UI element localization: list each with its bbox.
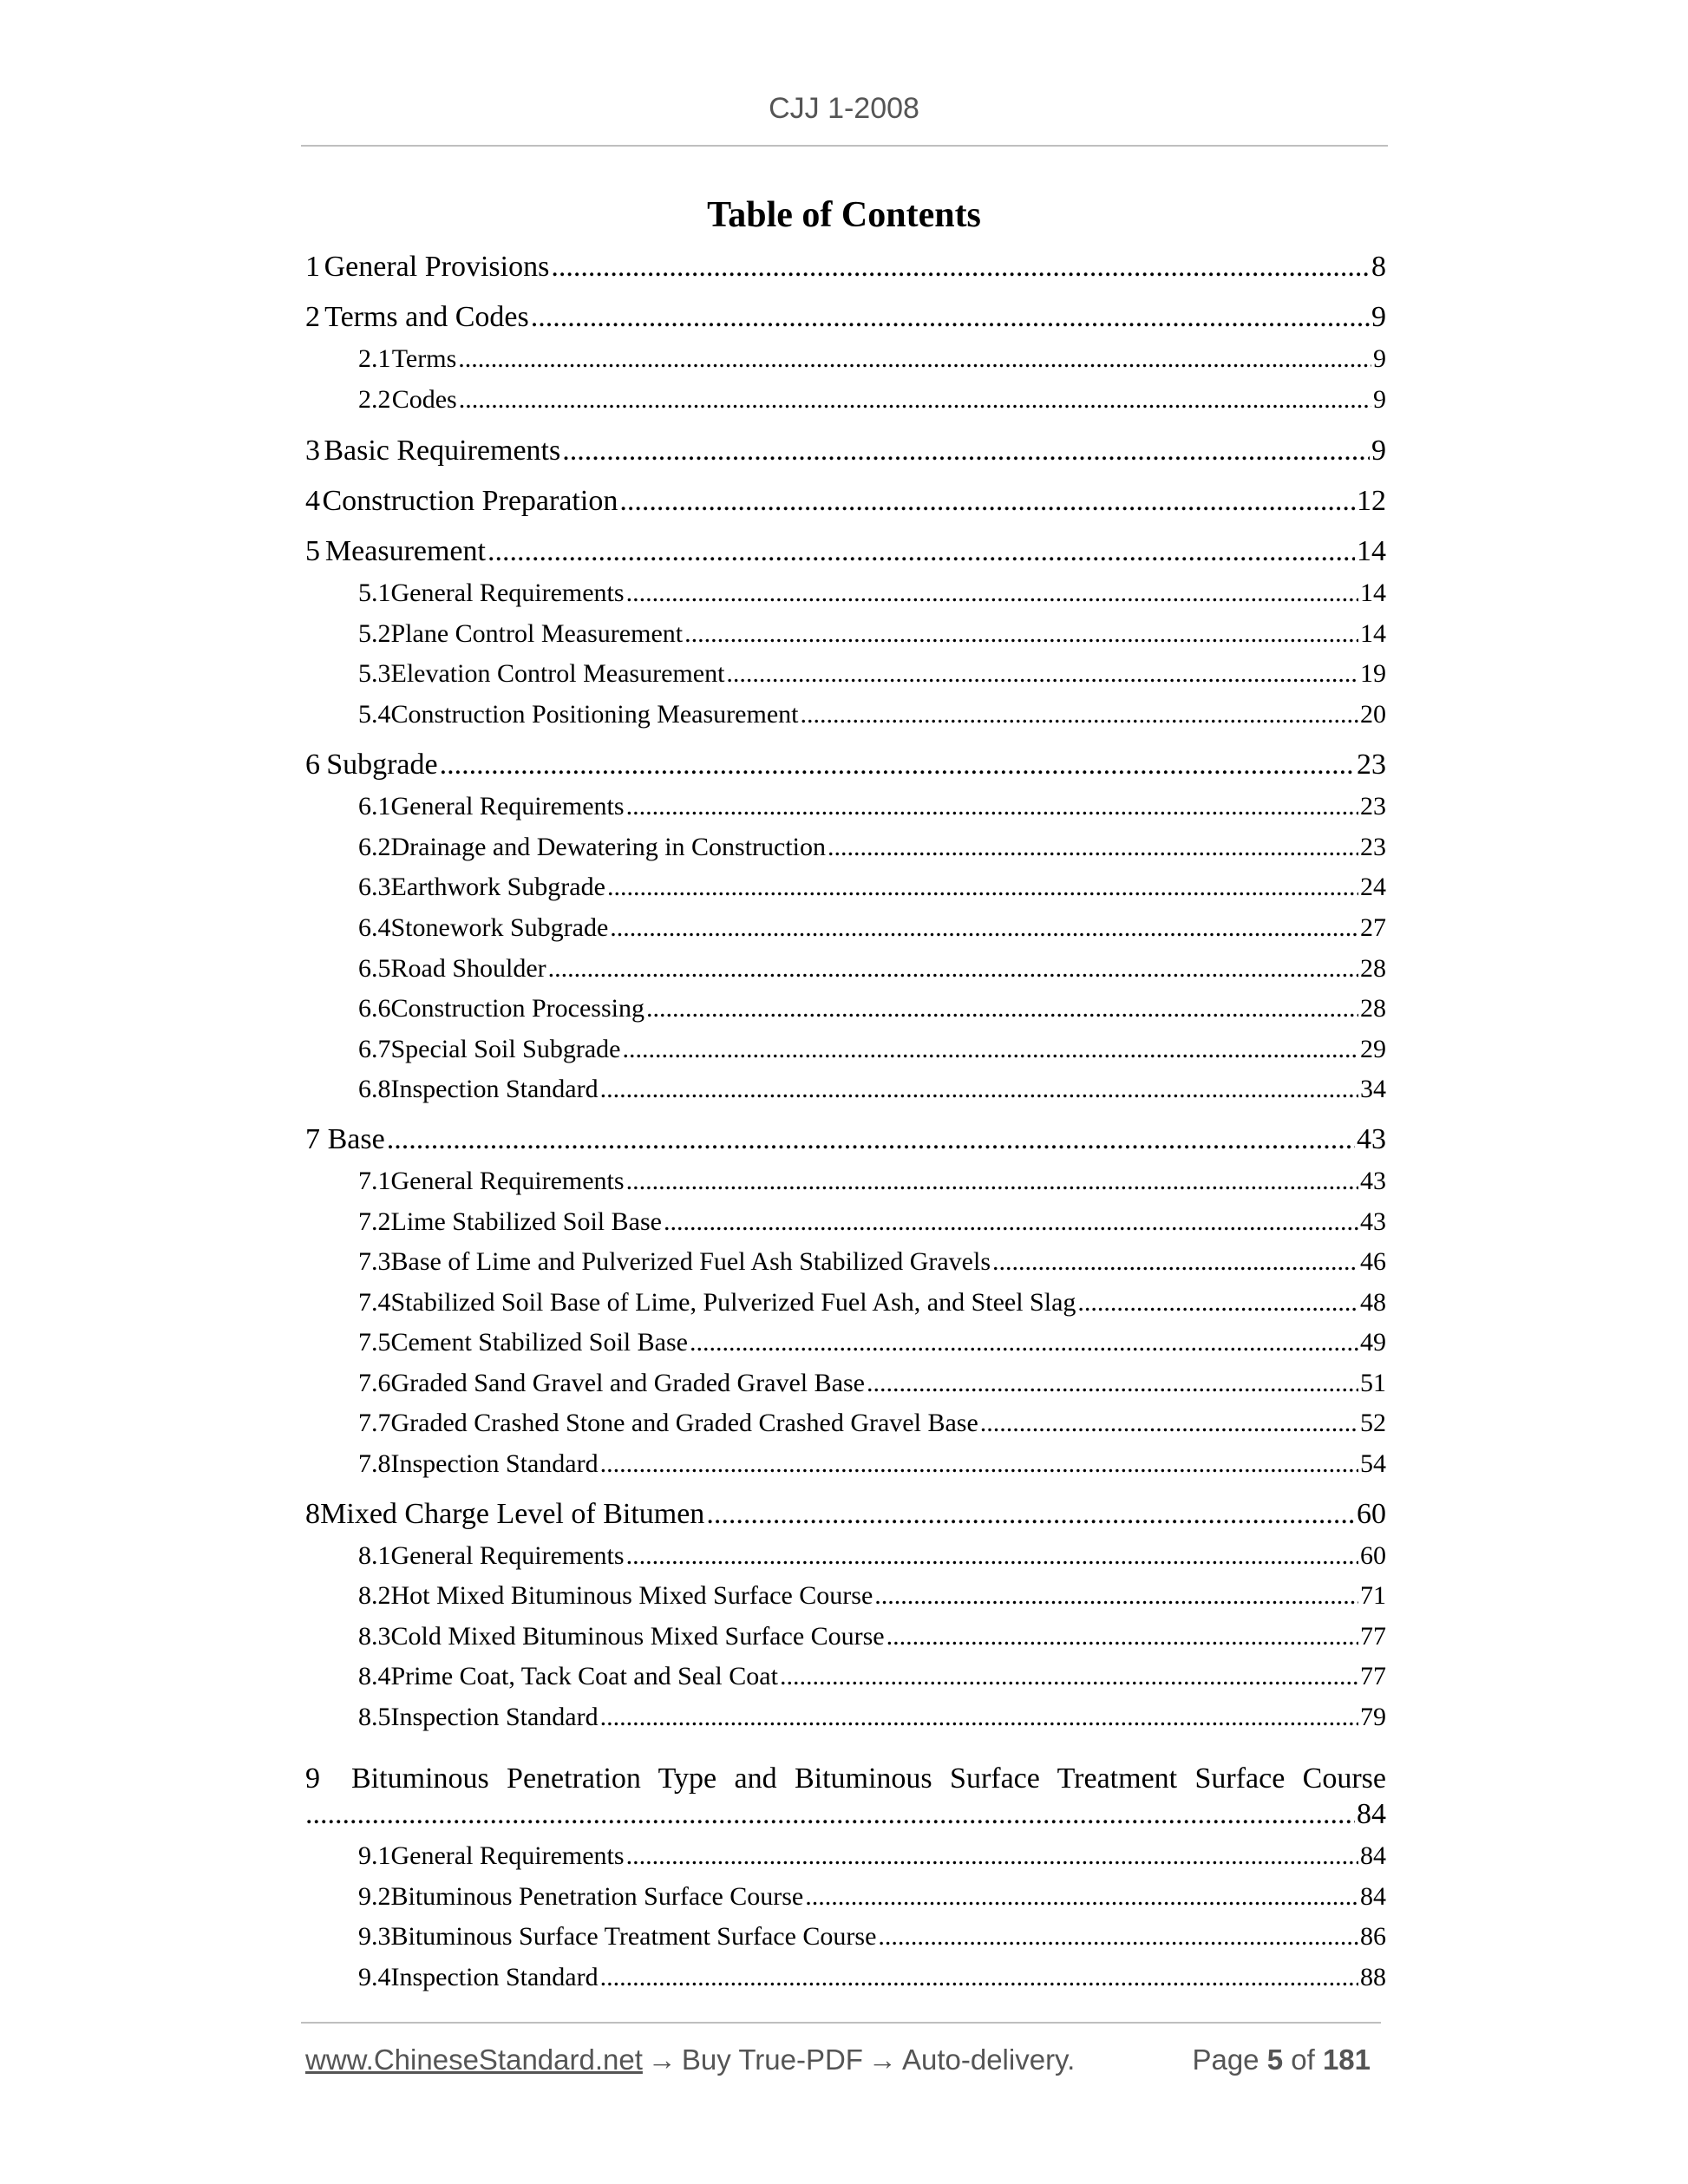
- toc-entry-page: 84: [1360, 1882, 1386, 1911]
- toc-entry-7-8[interactable]: [358, 1449, 1386, 1479]
- toc-entry-page: 23: [1360, 833, 1386, 861]
- toc-entry-number: 6.8: [358, 1075, 391, 1103]
- toc-entry-number: 8.3: [358, 1622, 391, 1651]
- dot-leader: [610, 913, 1358, 943]
- toc-entry-label: Bituminous Penetration Type and Bituminous Surface Treatment Surface Course: [351, 1762, 1386, 1795]
- toc-entry-9-leader[interactable]: [305, 1798, 1386, 1831]
- toc-entry-label: Road Shoulder: [390, 954, 546, 983]
- toc-entry-number: 9.3: [358, 1922, 391, 1951]
- toc-entry-page: 77: [1360, 1662, 1386, 1690]
- toc-entry-4[interactable]: [305, 485, 1386, 518]
- toc-entry-6-6[interactable]: [358, 994, 1386, 1023]
- dot-leader: [600, 1075, 1358, 1104]
- dot-leader: [531, 301, 1370, 334]
- dot-leader: [459, 385, 1371, 415]
- toc-entry-label: General Requirements: [390, 1167, 625, 1195]
- toc-entry-number: 5.3: [358, 659, 391, 688]
- toc-entry-page: 34: [1360, 1075, 1386, 1103]
- toc-entry-8-5[interactable]: [358, 1703, 1386, 1732]
- toc-entry-7-3[interactable]: [358, 1247, 1386, 1277]
- toc-entry-page: 43: [1357, 1123, 1386, 1155]
- toc-entry-page: 28: [1360, 994, 1386, 1023]
- toc-entry-6-1[interactable]: [358, 792, 1386, 821]
- toc-entry-label: Bituminous Surface Treatment Surface Course: [390, 1922, 877, 1951]
- toc-entry-number: 8.5: [358, 1703, 391, 1731]
- toc-entry-label: Subgrade: [326, 749, 438, 781]
- dot-leader: [805, 1882, 1358, 1912]
- toc-entry-label: General Requirements: [390, 792, 625, 821]
- toc-entry-page: 77: [1360, 1622, 1386, 1651]
- toc-entry-page: 84: [1360, 1841, 1386, 1870]
- toc-entry-5[interactable]: [305, 535, 1386, 568]
- toc-entry-label: Base of Lime and Pulverized Fuel Ash Stabilized Gravels: [390, 1247, 991, 1276]
- toc-entry-label: Construction Processing: [390, 994, 644, 1023]
- auto-delivery-text: Auto-delivery.: [901, 2043, 1076, 2076]
- toc-entry-7-1[interactable]: [358, 1167, 1386, 1196]
- toc-entry-label: Inspection Standard: [390, 1075, 599, 1103]
- toc-entry-8-2[interactable]: [358, 1581, 1386, 1611]
- dot-leader: [664, 1207, 1358, 1237]
- page-indicator: [1192, 2043, 1371, 2076]
- toc-entry-6-8[interactable]: [358, 1075, 1386, 1104]
- toc-entry-number: 7.1: [358, 1167, 391, 1195]
- toc-entry-page: 52: [1360, 1409, 1386, 1437]
- toc-entry-page: 43: [1360, 1207, 1386, 1236]
- toc-entry-2-1[interactable]: [358, 344, 1386, 374]
- toc-entry-page: 9: [1371, 435, 1386, 467]
- toc-entry-label: Stabilized Soil Base of Lime, Pulverized Fuel Ash, and Steel Slag: [390, 1288, 1076, 1317]
- dot-leader: [684, 619, 1358, 649]
- toc-entry-7[interactable]: [305, 1123, 1386, 1156]
- toc-entry-number: 8.4: [358, 1662, 391, 1690]
- toc-entry-label: Construction Positioning Measurement: [390, 700, 799, 729]
- arrow-right-icon: →: [867, 2043, 897, 2076]
- toc-entry-page: 14: [1360, 579, 1386, 607]
- toc-entry-number: 8.2: [358, 1581, 391, 1610]
- dot-leader: [600, 1449, 1358, 1479]
- dot-leader: [626, 1841, 1358, 1871]
- toc-entry-label: Graded Sand Gravel and Graded Gravel Base: [390, 1369, 865, 1397]
- dot-leader: [690, 1328, 1358, 1357]
- toc-entry-page: 43: [1360, 1167, 1386, 1195]
- toc-entry-page: 79: [1360, 1703, 1386, 1731]
- toc-entry-1[interactable]: [305, 251, 1386, 284]
- current-page-number: 5: [1266, 2043, 1284, 2076]
- toc-entry-label: Stonework Subgrade: [390, 913, 609, 942]
- dot-leader: [878, 1922, 1358, 1952]
- toc-entry-page: 60: [1357, 1498, 1386, 1530]
- toc-entry-page: 29: [1360, 1035, 1386, 1063]
- toc-entry-number: 7.3: [358, 1247, 391, 1276]
- dot-leader: [387, 1123, 1355, 1156]
- toc-entry-9-2[interactable]: [358, 1882, 1386, 1912]
- toc-entry-number: 3: [305, 435, 320, 467]
- dot-leader: [458, 344, 1371, 374]
- dot-leader: [992, 1247, 1358, 1277]
- toc-entry-page: 86: [1360, 1922, 1386, 1951]
- toc-entry-page: 24: [1360, 873, 1386, 901]
- toc-entry-number: 7.8: [358, 1449, 391, 1478]
- toc-entry-label: Earthwork Subgrade: [390, 873, 605, 901]
- toc-entry-page: 71: [1360, 1581, 1386, 1610]
- toc-entry-number: 9.4: [358, 1963, 391, 1991]
- toc-entry-page: 9: [1373, 344, 1386, 373]
- toc-entry-page: 60: [1360, 1541, 1386, 1570]
- toc-entry-label: Prime Coat, Tack Coat and Seal Coat: [390, 1662, 778, 1690]
- toc-entry-page: 8: [1371, 251, 1386, 283]
- toc-title: Table of Contents: [707, 195, 981, 235]
- toc-entry-number: 5.4: [358, 700, 391, 729]
- toc-entry-label: Base: [327, 1123, 385, 1155]
- toc-entry-number: 2: [305, 301, 320, 333]
- toc-entry-page: 84: [1357, 1798, 1386, 1830]
- document-code-header: CJJ 1-2008: [769, 92, 919, 125]
- toc-entry-5-2[interactable]: [358, 619, 1386, 649]
- toc-entry-8-4[interactable]: [358, 1662, 1386, 1691]
- toc-entry-number: 6.3: [358, 873, 391, 901]
- dot-leader: [305, 1798, 1355, 1831]
- toc-entry-label: Graded Crashed Stone and Graded Crashed Gravel Base: [390, 1409, 978, 1437]
- toc-entry-page: 54: [1360, 1449, 1386, 1478]
- toc-entry-7-4[interactable]: [358, 1288, 1386, 1318]
- dot-leader: [600, 1963, 1358, 1992]
- dot-leader: [619, 485, 1355, 518]
- dot-leader: [726, 659, 1358, 689]
- dot-leader: [867, 1369, 1358, 1398]
- dot-leader: [562, 435, 1370, 468]
- toc-entry-number: 7: [305, 1123, 320, 1155]
- toc-entry-label: Mixed Charge Level of Bitumen: [320, 1498, 705, 1530]
- toc-entry-9-4[interactable]: [358, 1963, 1386, 1992]
- toc-entry-page: 19: [1360, 659, 1386, 688]
- toc-entry-page: 46: [1360, 1247, 1386, 1276]
- toc-entry-label: Special Soil Subgrade: [390, 1035, 621, 1063]
- toc-entry-label: Drainage and Dewatering in Construction: [390, 833, 827, 861]
- toc-entry-number: 5: [305, 535, 320, 567]
- toc-entry-number: 7.2: [358, 1207, 391, 1236]
- toc-entry-label: Codes: [391, 385, 457, 414]
- toc-entry-3[interactable]: [305, 435, 1386, 468]
- toc-entry-7-6[interactable]: [358, 1369, 1386, 1398]
- toc-entry-number: 6.5: [358, 954, 391, 983]
- dot-leader: [626, 1541, 1358, 1571]
- toc-entry-page: 88: [1360, 1963, 1386, 1991]
- toc-entry-9-3[interactable]: [358, 1922, 1386, 1952]
- toc-entry-number: 6.1: [358, 792, 391, 821]
- toc-entry-page: 12: [1357, 485, 1386, 517]
- toc-entry-number: 6.2: [358, 833, 391, 861]
- toc-entry-label: General Provisions: [324, 251, 550, 283]
- toc-entry-page: 27: [1360, 913, 1386, 942]
- website-link[interactable]: www.ChineseStandard.net: [305, 2043, 643, 2076]
- dot-leader: [887, 1622, 1358, 1651]
- toc-entry-7-5[interactable]: [358, 1328, 1386, 1357]
- toc-entry-6[interactable]: [305, 749, 1386, 781]
- toc-entry-page: 20: [1360, 700, 1386, 729]
- toc-entry-number: 1: [305, 251, 320, 283]
- toc-entry-page: 48: [1360, 1288, 1386, 1317]
- toc-entry-number: 7.7: [358, 1409, 391, 1437]
- dot-leader: [548, 954, 1358, 984]
- toc-entry-page: 23: [1357, 749, 1386, 781]
- footer-promo: [305, 2043, 1075, 2076]
- toc-entry-5-1[interactable]: [358, 579, 1386, 608]
- arrow-right-icon: →: [647, 2043, 677, 2076]
- dot-leader: [622, 1035, 1358, 1064]
- toc-entry-number: 4: [305, 485, 320, 517]
- dot-leader: [980, 1409, 1358, 1438]
- dot-leader: [600, 1703, 1358, 1732]
- dot-leader: [626, 792, 1358, 821]
- toc-entry-8[interactable]: [305, 1498, 1386, 1531]
- buy-pdf-text: Buy True-PDF: [681, 2043, 863, 2076]
- dot-leader: [440, 749, 1355, 781]
- toc-entry-number: 8: [305, 1498, 320, 1530]
- toc-entry-6-2[interactable]: [358, 833, 1386, 862]
- toc-entry-page: 28: [1360, 954, 1386, 983]
- dot-leader: [800, 700, 1358, 729]
- toc-entry-number: 2.2: [358, 385, 391, 414]
- toc-entry-label: General Requirements: [390, 579, 625, 607]
- dot-leader: [487, 535, 1355, 568]
- toc-entry-number: 8.1: [358, 1541, 391, 1570]
- toc-entry-label: Inspection Standard: [390, 1449, 599, 1478]
- toc-entry-label: Lime Stabilized Soil Base: [390, 1207, 662, 1236]
- toc-entry-label: Cold Mixed Bituminous Mixed Surface Course: [390, 1622, 885, 1651]
- toc-entry-page: 14: [1357, 535, 1386, 567]
- page-of-label: of: [1291, 2043, 1315, 2076]
- toc-entry-number: 6.6: [358, 994, 391, 1023]
- dot-leader: [646, 994, 1358, 1023]
- dot-leader: [828, 833, 1358, 862]
- dot-leader: [607, 873, 1358, 902]
- toc-entry-label: Measurement: [324, 535, 486, 567]
- toc-entry-label: General Requirements: [390, 1541, 625, 1570]
- toc-entry-9-1[interactable]: [358, 1841, 1386, 1871]
- total-page-count: 181: [1322, 2043, 1371, 2076]
- toc-entry-number: 7.6: [358, 1369, 391, 1397]
- toc-entry-6-5[interactable]: [358, 954, 1386, 984]
- toc-entry-number: 6.7: [358, 1035, 391, 1063]
- toc-entry-number: 9.1: [358, 1841, 391, 1870]
- toc-entry-5-3[interactable]: [358, 659, 1386, 689]
- toc-entry-label: Inspection Standard: [390, 1963, 599, 1991]
- toc-entry-label: Cement Stabilized Soil Base: [390, 1328, 688, 1357]
- toc-entry-number: 7.4: [358, 1288, 391, 1317]
- toc-entry-page: 49: [1360, 1328, 1386, 1357]
- toc-entry-number: 6: [305, 749, 320, 781]
- toc-entry-number: 2.1: [358, 344, 391, 373]
- toc-entry-8-1[interactable]: [358, 1541, 1386, 1571]
- toc-entry-8-3[interactable]: [358, 1622, 1386, 1651]
- dot-leader: [626, 1167, 1358, 1196]
- toc-entry-7-7[interactable]: [358, 1409, 1386, 1438]
- dot-leader: [551, 251, 1370, 284]
- toc-entry-6-7[interactable]: [358, 1035, 1386, 1064]
- toc-entry-number: 6.4: [358, 913, 391, 942]
- toc-entry-label: Bituminous Penetration Surface Course: [390, 1882, 804, 1911]
- dot-leader: [1077, 1288, 1358, 1318]
- toc-entry-number: 5.2: [358, 619, 391, 648]
- toc-entry-6-4[interactable]: [358, 913, 1386, 943]
- toc-entry-page: 51: [1360, 1369, 1386, 1397]
- toc-entry-number: 9.2: [358, 1882, 391, 1911]
- dot-leader: [874, 1581, 1358, 1611]
- toc-entry-page: 23: [1360, 792, 1386, 821]
- toc-entry-label: Basic Requirements: [324, 435, 561, 467]
- dot-leader: [780, 1662, 1358, 1691]
- toc-entry-label: Inspection Standard: [390, 1703, 599, 1731]
- toc-entry-label: Construction Preparation: [322, 485, 618, 517]
- toc-entry-label: Elevation Control Measurement: [390, 659, 725, 688]
- toc-entry-label: General Requirements: [390, 1841, 625, 1870]
- toc-entry-2[interactable]: [305, 301, 1386, 334]
- toc-entry-7-2[interactable]: [358, 1207, 1386, 1237]
- toc-entry-label: Hot Mixed Bituminous Mixed Surface Course: [390, 1581, 873, 1610]
- page-label: Page: [1192, 2043, 1259, 2076]
- toc-entry-5-4[interactable]: [358, 700, 1386, 729]
- toc-entry-9[interactable]: [305, 1762, 1386, 1795]
- toc-entry-number: 5.1: [358, 579, 391, 607]
- toc-entry-page: 9: [1373, 385, 1386, 414]
- toc-entry-number: 9: [305, 1762, 320, 1795]
- toc-entry-page: 9: [1371, 301, 1386, 333]
- toc-entry-label: Terms: [391, 344, 457, 373]
- footer-divider: [301, 2022, 1381, 2024]
- toc-entry-page: 14: [1360, 619, 1386, 648]
- dot-leader: [706, 1498, 1355, 1531]
- toc-entry-2-2[interactable]: [358, 385, 1386, 415]
- dot-leader: [626, 579, 1358, 608]
- toc-entry-label: Plane Control Measurement: [390, 619, 684, 648]
- toc-entry-6-3[interactable]: [358, 873, 1386, 902]
- toc-entry-number: 7.5: [358, 1328, 391, 1357]
- toc-entry-label: Terms and Codes: [324, 301, 529, 333]
